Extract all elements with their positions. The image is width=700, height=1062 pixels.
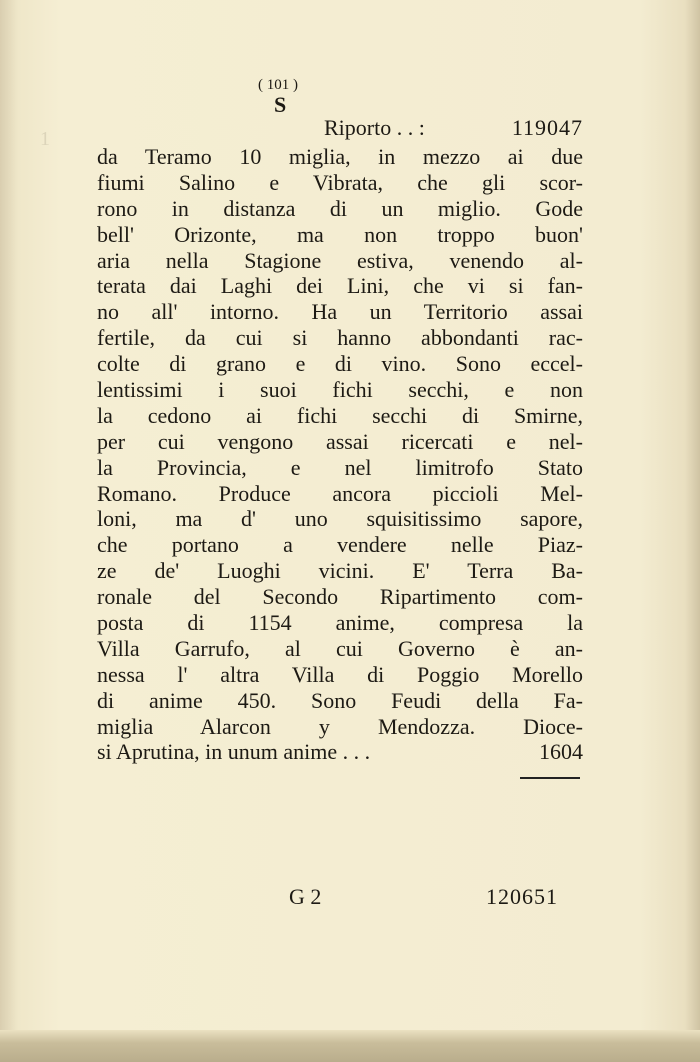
text-line: no all' intorno. Ha un Territorio assai xyxy=(97,299,583,325)
text-line-last xyxy=(97,739,583,765)
page-number: ( 101 ) xyxy=(258,77,298,93)
text-line: ronale del Secondo Ripartimento com- xyxy=(97,584,583,610)
text-line: che portano a vendere nelle Piaz- xyxy=(97,532,583,558)
text-line: posta di 1154 anime, compresa la xyxy=(97,610,583,636)
text-line: aria nella Stagione estiva, venendo al- xyxy=(97,247,583,273)
text-line: bell' Orizonte, ma non troppo buon' xyxy=(97,221,583,247)
text-line: miglia Alarcon y Mendozza. Dioce- xyxy=(97,713,583,739)
body-text xyxy=(97,144,583,765)
text-line: da Teramo 10 miglia, in mezzo ai due xyxy=(97,144,583,169)
entry-value: 1604 xyxy=(539,739,583,765)
text-line: la Provincia, e nel limitrofo Stato xyxy=(97,454,583,480)
carried-forward-value: 119047 xyxy=(511,115,583,140)
carried-forward-label: Riporto . . : xyxy=(324,115,425,140)
text-line: per cui vengono assai ricercati e nel- xyxy=(97,428,583,454)
text-line: fiumi Salino e Vibrata, che gli scor- xyxy=(97,169,583,195)
text-line: colte di grano e di vino. Sono eccel- xyxy=(97,351,583,377)
text-line: loni, ma d' uno squisitissimo sapore, xyxy=(97,506,583,532)
bleed-through-text: 1 xyxy=(40,128,50,150)
text-line: Romano. Produce ancora piccioli Mel- xyxy=(97,480,583,506)
text-line: Villa Garrufo, al cui Governo è an- xyxy=(97,635,583,661)
sum-value: 120651 xyxy=(486,884,558,909)
text-line: terata dai Laghi dei Lini, che vi si fan- xyxy=(97,273,583,299)
sum-rule xyxy=(520,777,580,779)
page-bottom-edge xyxy=(0,1030,700,1062)
carried-forward-row xyxy=(324,115,583,141)
text-line: rono in distanza di un miglio. Gode xyxy=(97,195,583,221)
text-line: la cedono ai fichi secchi di Smirne, xyxy=(97,402,583,428)
text-line: fertile, da cui si hanno abbondanti rac- xyxy=(97,325,583,351)
signature-mark: G 2 xyxy=(289,884,322,909)
section-letter: S xyxy=(274,92,287,117)
last-line-text: si Aprutina, in unum anime . . . xyxy=(97,739,371,765)
text-line: ze de' Luoghi vicini. E' Terra Ba- xyxy=(97,558,583,584)
text-line: nessa l' altra Villa di Poggio Morello xyxy=(97,661,583,687)
text-line: di anime 450. Sono Feudi della Fa- xyxy=(97,687,583,713)
text-line: lentissimi i suoi fichi secchi, e non xyxy=(97,377,583,403)
